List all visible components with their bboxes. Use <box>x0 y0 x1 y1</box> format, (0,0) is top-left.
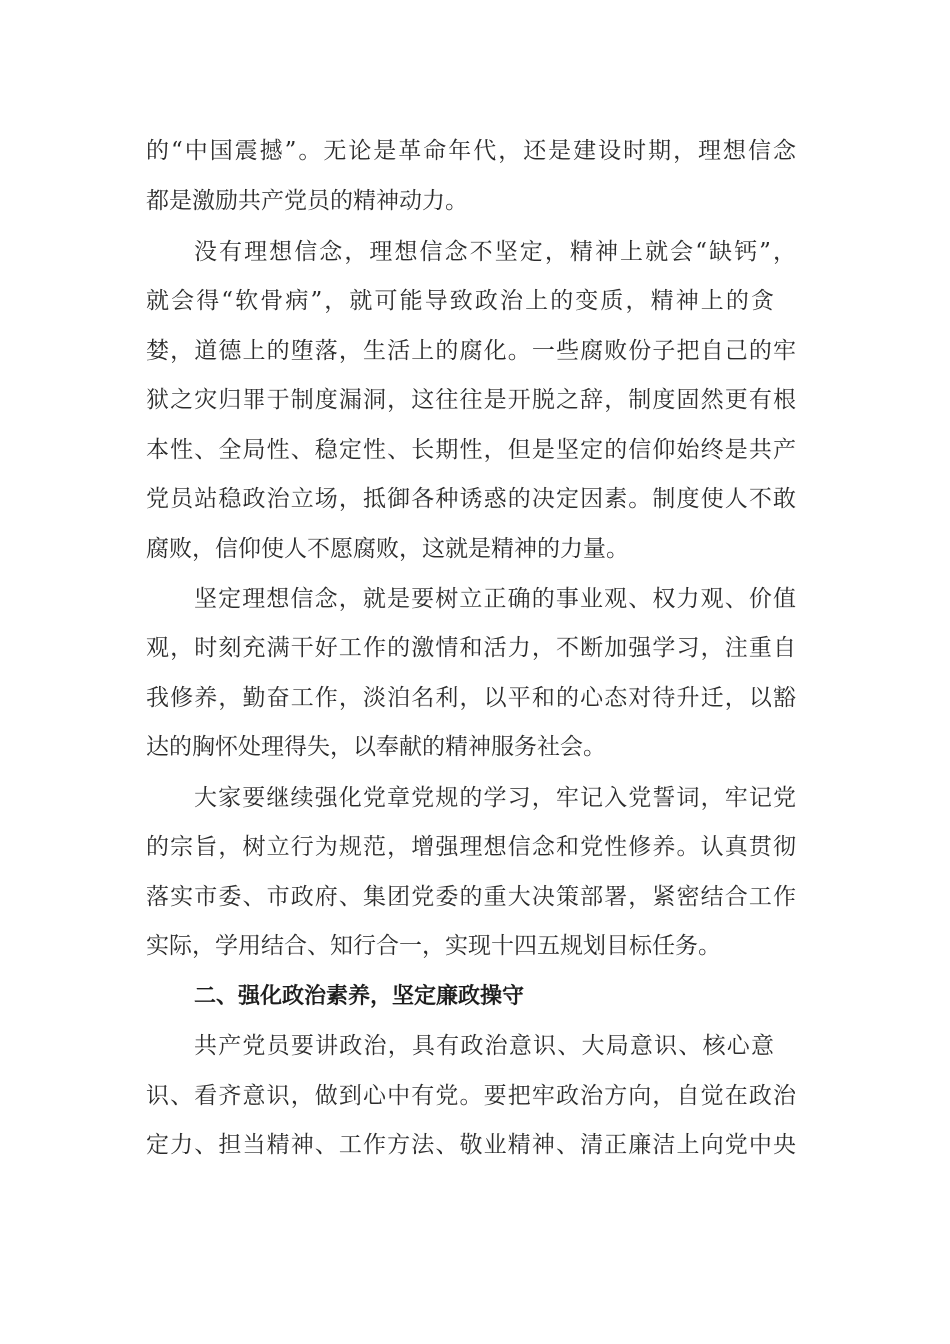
paragraph-4-line-1: 大家要继续强化党章党规的学习，牢记入党誓词，牢记党 <box>194 785 796 811</box>
paragraph-4-line-4: 实际，学用结合、知行合一，实现十四五规划目标任务。 <box>146 933 721 959</box>
paragraph-3-line-4: 达的胸怀处理得失，以奉献的精神服务社会。 <box>146 734 606 760</box>
paragraph-5-line-3: 定力、担当精神、工作方法、敬业精神、清正廉洁上向党中央 <box>146 1132 796 1158</box>
paragraph-5-line-1: 共产党员要讲政治，具有政治意识、大局意识、核心意 <box>194 1033 774 1059</box>
paragraph-4-line-2: 的宗旨，树立行为规范，增强理想信念和党性修养。认真贯彻 <box>146 834 796 860</box>
paragraph-2-line-7: 腐败，信仰使人不愿腐败，这就是精神的力量。 <box>146 536 629 562</box>
paragraph-2-line-5: 本性、全局性、稳定性、长期性，但是坚定的信仰始终是共产 <box>146 437 796 463</box>
paragraph-4-line-3: 落实市委、市政府、集团党委的重大决策部署，紧密结合工作 <box>146 884 796 910</box>
paragraph-3-line-3: 我修养，勤奋工作，淡泊名利，以平和的心态对待升迁，以豁 <box>146 685 796 711</box>
paragraph-2-line-4: 狱之灾归罪于制度漏洞，这往往是开脱之辞，制度固然更有根 <box>146 387 796 413</box>
paragraph-3-line-2: 观，时刻充满干好工作的激情和活力，不断加强学习，注重自 <box>146 635 796 661</box>
paragraph-5-line-2: 识、看齐意识，做到心中有党。要把牢政治方向，自觉在政治 <box>146 1083 796 1109</box>
section-heading: 二、强化政治素养，坚定廉政操守 <box>194 984 525 1009</box>
paragraph-2-line-6: 党员站稳政治立场，抵御各种诱惑的决定因素。制度使人不敢 <box>146 486 796 512</box>
paragraph-3-line-1: 坚定理想信念，就是要树立正确的事业观、权力观、价值 <box>194 586 796 612</box>
paragraph-1-line-1: 的“中国震撼”。无论是革命年代，还是建设时期，理想信念 <box>146 138 796 164</box>
paragraph-2-line-1: 没有理想信念，理想信念不坚定，精神上就会“缺钙”， <box>194 239 796 265</box>
paragraph-2-line-2: 就会得“软骨病”，就可能导致政治上的变质，精神上的贪 <box>146 288 774 314</box>
paragraph-1-line-2: 都是激励共产党员的精神动力。 <box>146 188 468 214</box>
paragraph-2-line-3: 婪，道德上的堕落，生活上的腐化。一些腐败份子把自己的牢 <box>146 338 796 364</box>
